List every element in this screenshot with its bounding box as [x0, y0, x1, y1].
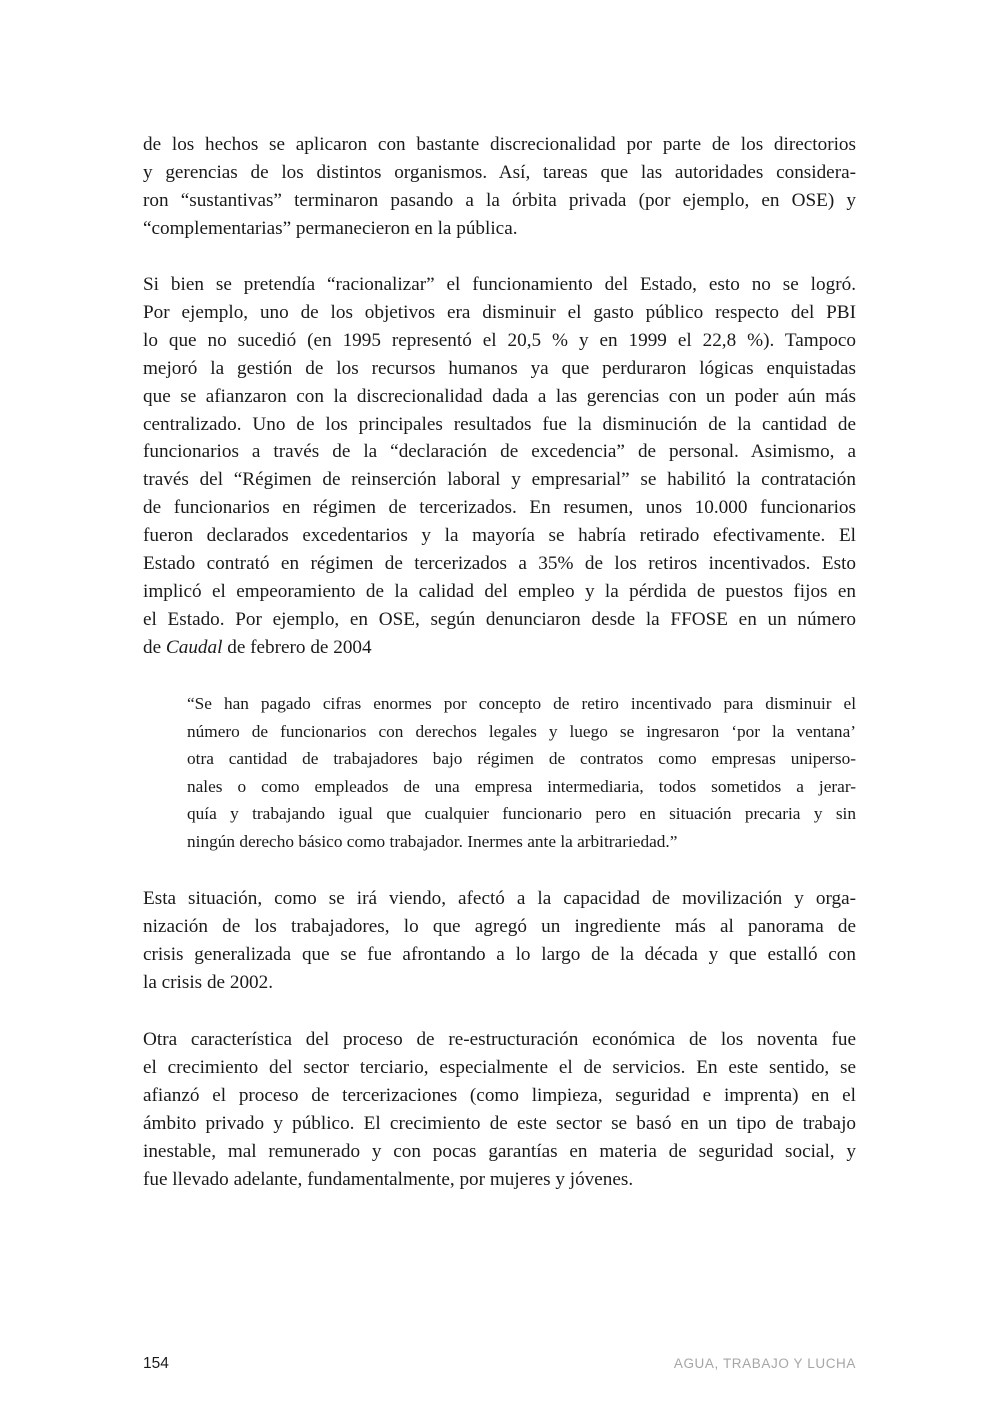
- quote-line: número de funcionarios con derechos legales y luego se ingresaron ‘por la ventana’: [187, 721, 856, 741]
- text-line: el Estado. Por ejemplo, en OSE, según denunciaron desde la FFOSE en un número: [143, 608, 856, 630]
- text-fragment: de febrero de 2004: [222, 636, 372, 658]
- quote-line: “Se han pagado cifras enormes por concepto de retiro incentivado para disminuir el: [187, 694, 856, 713]
- text-line: ron “sustantivas” terminaron pasando a la órbita privada (por ejemplo, en OSE) y: [143, 189, 856, 211]
- text-line: “complementarias” permanecieron en la pública.: [143, 217, 518, 239]
- text-line: afianzó el proceso de tercerizaciones (como limpieza, seguridad e imprenta) en el: [143, 1084, 856, 1106]
- text-line: Si bien se pretendía “racionalizar” el funcionamiento del Estado, esto no se logró.: [143, 274, 856, 295]
- text-line: mejoró la gestión de los recursos humanos ya que perduraron lógicas enquistadas: [143, 357, 856, 379]
- text-line: que se afianzaron con la discrecionalidad dada a las gerencias con un poder aún más: [143, 385, 856, 407]
- paragraph-3: [143, 885, 856, 997]
- journal-title: Caudal: [165, 636, 223, 658]
- text-line: la crisis de 2002.: [143, 971, 274, 993]
- quote-line: nales o como empleados de una empresa intermediaria, todos sometidos a jerar-: [187, 776, 856, 796]
- page-number: 154: [143, 1355, 169, 1372]
- text-line: fue llevado adelante, fundamentalmente, por mujeres y jóvenes.: [143, 1168, 634, 1190]
- text-line: Estado contrató en régimen de tercerizados a 35% de los retiros incentivados. Esto: [143, 553, 856, 575]
- quote-line: quía y trabajando igual que cualquier funcionario pero en situación precaria y sin: [187, 804, 856, 823]
- text-line: lo que no sucedió (en 1995 representó el 20,5 % y en 1999 el 22,8 %). Tampoco: [143, 329, 856, 351]
- text-line: ámbito privado y público. El crecimiento de este sector se basó en un tipo de trabajo: [143, 1112, 856, 1134]
- text-line: de los hechos se aplicaron con bastante discrecionalidad por parte de los directorios: [143, 134, 856, 155]
- text-line: Otra característica del proceso de re-estructuración económica de los noventa fue: [143, 1029, 856, 1050]
- text-fragment: de: [143, 636, 166, 658]
- text-line: nización de los trabajadores, lo que agregó un ingrediente más al panorama de: [143, 915, 856, 937]
- text-line: fueron declarados excedentarios y la mayoría se habría retirado efectivamente. El: [143, 525, 856, 547]
- text-line: crisis generalizada que se fue afrontando a lo largo de la década y que estalló con: [143, 943, 856, 965]
- text-line: Por ejemplo, uno de los objetivos era disminuir el gasto público respecto del PBI: [143, 301, 856, 323]
- text-line: el crecimiento del sector terciario, especialmente el de servicios. En este sentido, se: [143, 1056, 856, 1078]
- quote-line: otra cantidad de trabajadores bajo régimen de contratos como empresas uniperso-: [187, 749, 856, 768]
- text-line: y gerencias de los distintos organismos. Así, tareas que las autoridades considera-: [143, 161, 856, 183]
- paragraph-2: [143, 271, 856, 662]
- quote-line: ningún derecho básico como trabajador. Inermes ante la arbitrariedad.”: [187, 831, 678, 851]
- text-line: inestable, mal remunerado y con pocas garantías en materia de seguridad social, y: [143, 1140, 856, 1162]
- text-line: implicó el empeoramiento de la calidad del empleo y la pérdida de puestos fijos en: [143, 580, 856, 602]
- paragraph-1: [143, 131, 856, 243]
- running-footer-title: AGUA, TRABAJO Y LUCHA: [673, 1356, 856, 1371]
- text-line: de funcionarios en régimen de tercerizados. En resumen, unos 10.000 funcionarios: [143, 497, 856, 519]
- text-line: centralizado. Uno de los principales resultados fue la disminución de la cantidad de: [143, 413, 856, 435]
- paragraph-4: [143, 1026, 856, 1193]
- block-quote: [187, 690, 856, 855]
- text-line: funcionarios a través de la “declaración de excedencia” de personal. Asimismo, a: [143, 441, 856, 463]
- text-line: Esta situación, como se irá viendo, afectó a la capacidad de movilización y orga-: [143, 888, 856, 909]
- text-line: [143, 634, 856, 662]
- text-line: través del “Régimen de reinserción laboral y empresarial” se habilitó la contratación: [143, 469, 856, 491]
